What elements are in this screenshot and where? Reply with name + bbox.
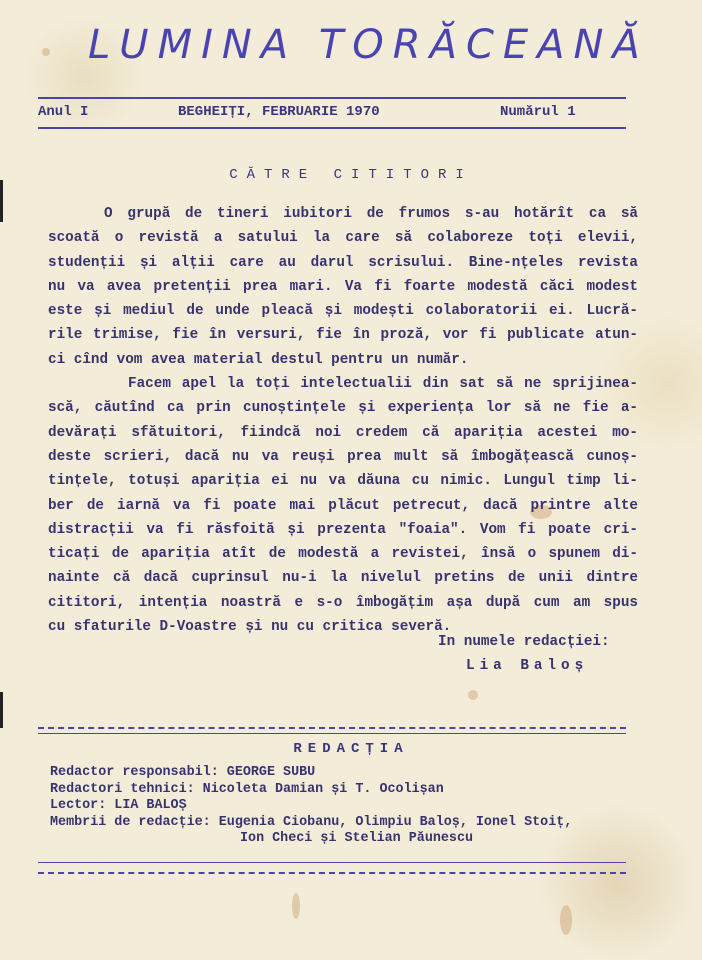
article-line: O grupă de tineri iubitori de frumos s-au hotărît ca să — [104, 206, 638, 222]
article-line: deste scrieri, dacă nu va reuși prea mult să îmbogățească cunoș- — [48, 448, 638, 465]
article-line: nainte că dacă cuprinsul nu-i la nivelul pretins de unii dintre — [48, 570, 638, 587]
staff-box-bottom-rule-inner — [38, 862, 626, 863]
article-line: ber de iarnă va fi poate mai plăcut petrecut, dacă printre alte — [48, 497, 638, 514]
article-line: ci cînd vom avea material destul pentru un număr. — [48, 351, 469, 368]
paper-stain — [560, 905, 572, 935]
article-line: este și mediul de unde pleacă și modești colaboratorii ei. Lucră- — [48, 303, 638, 320]
staff-box-top-rule — [38, 727, 626, 729]
article-line: scoată o revistă a satului la care să colaboreze toți elevii, — [48, 230, 638, 247]
article-body — [48, 202, 638, 639]
staff-heading: REDACȚIA — [293, 741, 409, 757]
article-title: CĂTRE CITITORI — [229, 167, 473, 183]
article-line: Facem apel la toți intelectualii din sat să ne sprijinea- — [128, 376, 638, 393]
staff-list — [50, 765, 572, 848]
staff-line: Ion Checi și Stelian Păunescu — [240, 831, 474, 846]
punch-mark — [0, 692, 3, 728]
article-line: studenții și alții care au darul scrisului. Bine-nțeles revista — [48, 254, 638, 271]
staff-line: Redactori tehnici: Nicoleta Damian și T. Ocolișan — [50, 781, 444, 797]
paper-stain — [42, 48, 50, 56]
issue-year: Anul I — [38, 104, 89, 120]
masthead-bottom-rule — [38, 127, 626, 129]
staff-box-top-rule-inner — [38, 733, 626, 734]
masthead-title: LUMINA TORĂCEANĂ — [88, 22, 649, 68]
article-line: cititori, intenția noastră e s-o îmbogățim așa după cum am spus — [48, 594, 638, 611]
signature-name: Lia Baloș — [466, 658, 589, 674]
article-line: cu sfaturile D-Voastre și nu cu critica severă. — [48, 619, 452, 636]
staff-line: Membrii de redacție: Eugenia Ciobanu, Olimpiu Baloș, Ionel Stoiț, — [50, 814, 573, 830]
article-line: tințele, totuși apariția ei nu va dăuna cu nimic. Lungul timp li- — [48, 473, 638, 490]
issue-number: Numărul 1 — [500, 104, 576, 120]
signature-block — [438, 630, 610, 678]
article-line: scă, căutînd ca prin cunoștințele și experiența lor să ne fie a- — [48, 400, 638, 417]
article-line: rile trimise, fie în versuri, fie în proză, vor fi publicate atun- — [48, 327, 638, 344]
staff-line: Redactor responsabil: GEORGE SUBU — [50, 765, 316, 780]
paper-stain — [292, 893, 300, 919]
issue-place-date: BEGHEIȚI, FEBRUARIE 1970 — [178, 104, 380, 120]
article-line: devărați sfătuitori, fiindcă noi credem că apariția acestei mo- — [48, 424, 638, 441]
paper-stain — [468, 690, 478, 700]
punch-mark — [0, 180, 3, 222]
article-line: ticați de apariția atît de modestă a revistei, însă o spunem di- — [48, 546, 638, 563]
staff-line: Lector: LIA BALOȘ — [50, 798, 187, 813]
staff-box-bottom-rule — [38, 872, 626, 874]
masthead-top-rule — [38, 97, 626, 99]
article-line: distracții va fi răsfoită și prezenta "foaia". Vom fi poate cri- — [48, 521, 638, 538]
signature-intro: In numele redacției: — [438, 634, 610, 650]
article-line: nu va avea pretenții prea mari. Va fi foarte modestă căci modest — [48, 278, 638, 295]
